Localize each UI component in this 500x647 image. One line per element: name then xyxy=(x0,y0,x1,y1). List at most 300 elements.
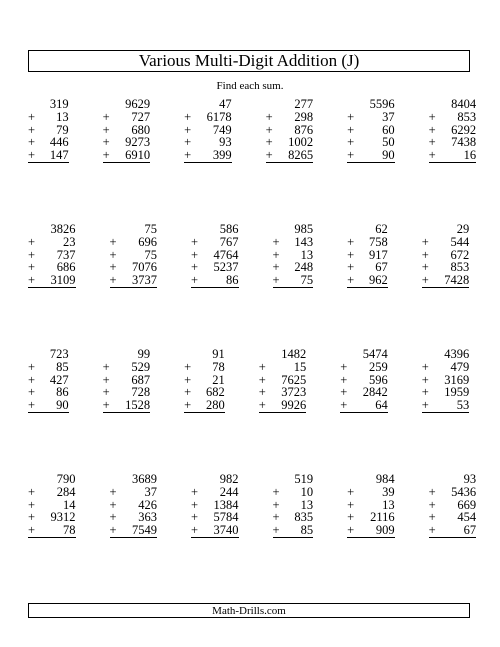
addend-value: 319 xyxy=(49,97,69,111)
addend-first xyxy=(273,473,314,486)
addend-value: 284 xyxy=(56,484,76,499)
addition-problem xyxy=(266,98,348,223)
addition-problem xyxy=(110,223,192,348)
addend-line xyxy=(422,236,470,249)
plus-sign: + xyxy=(421,234,429,249)
addend-value: 3826 xyxy=(50,222,76,236)
addition-problem xyxy=(347,98,429,223)
addend-line xyxy=(347,236,388,249)
plus-sign: + xyxy=(347,484,355,499)
addend-first xyxy=(429,473,477,486)
addition-problem xyxy=(184,348,259,473)
plus-sign: + xyxy=(28,359,36,374)
plus-sign: + xyxy=(428,109,436,124)
plus-sign: + xyxy=(184,372,192,387)
problem-row xyxy=(28,472,477,598)
addend-value: 696 xyxy=(138,234,157,249)
addition-problem xyxy=(340,348,422,473)
addition-problem xyxy=(28,98,103,223)
plus-sign: + xyxy=(265,135,273,150)
addend-line xyxy=(28,524,76,538)
plus-sign: + xyxy=(340,398,348,413)
plus-sign: + xyxy=(428,510,436,525)
problem-stack xyxy=(103,348,151,413)
plus-sign: + xyxy=(28,148,36,163)
addend-value: 75 xyxy=(144,247,157,262)
problem-stack xyxy=(184,348,225,413)
addend-value: 85 xyxy=(56,359,69,374)
addend-value: 4764 xyxy=(213,247,239,262)
addition-problem xyxy=(347,473,429,598)
addend-value: 728 xyxy=(131,385,151,400)
addend-value: 758 xyxy=(369,234,388,249)
addend-value: 93 xyxy=(463,472,477,486)
addend-value: 596 xyxy=(369,372,388,387)
addend-value: 723 xyxy=(49,347,69,361)
addend-value: 2116 xyxy=(370,510,395,525)
addend-line xyxy=(347,149,395,163)
plus-sign: + xyxy=(347,148,355,163)
addend-value: 7625 xyxy=(281,372,307,387)
addend-line xyxy=(191,486,239,499)
plus-sign: + xyxy=(28,247,36,262)
addend-value: 37 xyxy=(144,484,157,499)
addend-value: 90 xyxy=(382,148,395,163)
plus-sign: + xyxy=(191,234,199,249)
problem-stack xyxy=(110,223,158,288)
addend-value: 86 xyxy=(56,385,69,400)
addend-value: 39 xyxy=(382,484,395,499)
addend-value: 427 xyxy=(49,372,69,387)
addend-first xyxy=(103,348,151,361)
addend-first xyxy=(191,223,239,236)
plus-sign: + xyxy=(109,273,117,288)
addition-problem xyxy=(429,473,500,598)
addend-value: 544 xyxy=(450,234,470,249)
problem-row xyxy=(28,223,470,348)
addition-problem xyxy=(103,348,185,473)
footer-box xyxy=(28,603,470,618)
plus-sign: + xyxy=(184,398,192,413)
plus-sign: + xyxy=(421,359,429,374)
addend-line xyxy=(110,486,158,499)
addend-line xyxy=(191,524,239,538)
addend-first xyxy=(110,223,158,236)
plus-sign: + xyxy=(272,523,280,538)
footer-text: Math-Drills.com xyxy=(212,604,286,617)
addend-line xyxy=(273,236,314,249)
plus-sign: + xyxy=(28,273,36,288)
addend-first xyxy=(28,473,76,486)
addend-value: 60 xyxy=(382,122,395,137)
addend-value: 298 xyxy=(294,109,314,124)
addend-value: 985 xyxy=(294,222,314,236)
addend-first xyxy=(266,98,314,111)
addend-first xyxy=(110,473,158,486)
addend-value: 277 xyxy=(294,97,314,111)
addend-value: 143 xyxy=(294,234,314,249)
addend-value: 6910 xyxy=(125,148,151,163)
plus-sign: + xyxy=(340,359,348,374)
addition-problem xyxy=(191,223,273,348)
addend-line xyxy=(273,274,314,288)
addend-line xyxy=(422,274,470,288)
addend-value: 672 xyxy=(450,247,470,262)
addend-value: 13 xyxy=(300,247,314,262)
plus-sign: + xyxy=(347,122,355,137)
plus-sign: + xyxy=(265,148,273,163)
addition-problem xyxy=(273,473,348,598)
addend-value: 67 xyxy=(375,260,388,275)
plus-sign: + xyxy=(272,497,280,512)
problem-stack xyxy=(422,223,470,288)
addend-value: 909 xyxy=(375,523,395,538)
plus-sign: + xyxy=(191,247,199,262)
addend-line xyxy=(340,361,388,374)
plus-sign: + xyxy=(347,260,355,275)
plus-sign: + xyxy=(109,523,117,538)
plus-sign: + xyxy=(421,260,429,275)
addend-value: 85 xyxy=(300,523,314,538)
addition-problem xyxy=(422,223,500,348)
addend-value: 962 xyxy=(369,273,388,288)
plus-sign: + xyxy=(347,247,355,262)
addition-problem xyxy=(184,98,266,223)
addend-line xyxy=(110,274,158,288)
problem-stack xyxy=(273,473,314,538)
plus-sign: + xyxy=(109,497,117,512)
plus-sign: + xyxy=(28,234,36,249)
problem-stack xyxy=(347,473,395,538)
plus-sign: + xyxy=(184,385,192,400)
plus-sign: + xyxy=(109,484,117,499)
plus-sign: + xyxy=(265,109,273,124)
addend-value: 67 xyxy=(463,523,477,538)
worksheet-title-box xyxy=(28,50,470,72)
addend-value: 14 xyxy=(63,497,76,512)
addend-line xyxy=(110,524,158,538)
addend-value: 75 xyxy=(300,273,314,288)
addend-value: 519 xyxy=(294,472,314,486)
addend-value: 13 xyxy=(56,109,69,124)
plus-sign: + xyxy=(340,372,348,387)
plus-sign: + xyxy=(28,398,36,413)
problem-stack xyxy=(28,98,69,163)
plus-sign: + xyxy=(272,234,280,249)
plus-sign: + xyxy=(421,398,429,413)
addend-line xyxy=(347,274,388,288)
addend-value: 363 xyxy=(138,510,157,525)
addend-value: 9273 xyxy=(125,135,151,150)
addition-problem xyxy=(422,348,500,473)
problem-stack xyxy=(28,473,76,538)
addend-value: 8404 xyxy=(451,97,477,111)
addend-value: 3723 xyxy=(281,385,307,400)
problem-stack xyxy=(422,348,470,413)
addend-value: 2842 xyxy=(362,385,388,400)
addend-value: 147 xyxy=(49,148,69,163)
addend-value: 682 xyxy=(206,385,225,400)
plus-sign: + xyxy=(184,109,192,124)
plus-sign: + xyxy=(428,497,436,512)
plus-sign: + xyxy=(109,234,117,249)
addend-value: 75 xyxy=(144,222,157,236)
addend-line xyxy=(103,399,151,413)
addend-value: 7438 xyxy=(451,135,477,150)
addend-value: 7428 xyxy=(444,273,470,288)
addend-value: 9629 xyxy=(125,97,151,111)
addend-line xyxy=(429,149,477,163)
plus-sign: + xyxy=(109,260,117,275)
addend-value: 244 xyxy=(219,484,239,499)
plus-sign: + xyxy=(28,109,36,124)
addend-value: 479 xyxy=(450,359,470,374)
addend-value: 767 xyxy=(219,234,239,249)
addend-value: 86 xyxy=(226,273,239,288)
addend-line xyxy=(184,361,225,374)
addend-first xyxy=(273,223,314,236)
addend-first xyxy=(28,348,69,361)
plus-sign: + xyxy=(428,484,436,499)
addend-first xyxy=(340,348,388,361)
addend-value: 669 xyxy=(457,497,477,512)
plus-sign: + xyxy=(428,122,436,137)
addend-value: 7549 xyxy=(132,523,157,538)
addend-value: 835 xyxy=(294,510,314,525)
addend-first xyxy=(28,98,69,111)
problems-grid xyxy=(28,97,477,598)
addend-value: 529 xyxy=(131,359,151,374)
plus-sign: + xyxy=(265,122,273,137)
problem-stack xyxy=(429,473,477,538)
addend-value: 3169 xyxy=(444,372,470,387)
addend-value: 6292 xyxy=(451,122,477,137)
plus-sign: + xyxy=(258,372,266,387)
plus-sign: + xyxy=(191,273,199,288)
addend-first xyxy=(28,223,76,236)
plus-sign: + xyxy=(272,260,280,275)
addend-line xyxy=(184,111,232,124)
plus-sign: + xyxy=(28,122,36,137)
plus-sign: + xyxy=(428,523,436,538)
addend-line xyxy=(184,399,225,413)
plus-sign: + xyxy=(347,510,355,525)
problem-stack xyxy=(28,223,76,288)
addend-value: 50 xyxy=(382,135,395,150)
addend-line xyxy=(429,486,477,499)
addend-value: 446 xyxy=(49,135,69,150)
addend-value: 64 xyxy=(375,398,388,413)
addend-value: 90 xyxy=(56,398,69,413)
addition-problem xyxy=(429,98,500,223)
plus-sign: + xyxy=(421,273,429,288)
addend-line xyxy=(110,236,158,249)
addend-line xyxy=(184,149,232,163)
addend-value: 47 xyxy=(219,97,232,111)
addend-value: 686 xyxy=(56,260,76,275)
plus-sign: + xyxy=(421,385,429,400)
problem-stack xyxy=(340,348,388,413)
addend-value: 1002 xyxy=(288,135,314,150)
plus-sign: + xyxy=(109,247,117,262)
addend-value: 3737 xyxy=(132,273,157,288)
addend-first xyxy=(184,98,232,111)
addend-value: 5474 xyxy=(362,347,388,361)
addend-first xyxy=(191,473,239,486)
plus-sign: + xyxy=(28,510,36,525)
addition-problem xyxy=(110,473,192,598)
addend-value: 687 xyxy=(131,372,151,387)
addend-first xyxy=(347,223,388,236)
addend-value: 5436 xyxy=(451,484,477,499)
plus-sign: + xyxy=(258,385,266,400)
plus-sign: + xyxy=(184,135,192,150)
addend-value: 984 xyxy=(375,472,395,486)
plus-sign: + xyxy=(28,523,36,538)
addend-line xyxy=(103,361,151,374)
addend-value: 454 xyxy=(457,510,477,525)
addend-line xyxy=(103,111,151,124)
addend-first xyxy=(347,473,395,486)
plus-sign: + xyxy=(102,359,110,374)
plus-sign: + xyxy=(184,122,192,137)
problem-stack xyxy=(110,473,158,538)
addend-first xyxy=(259,348,307,361)
addend-line xyxy=(191,236,239,249)
addend-line xyxy=(266,111,314,124)
addend-value: 790 xyxy=(56,472,76,486)
addend-value: 248 xyxy=(294,260,314,275)
addend-value: 9926 xyxy=(281,398,307,413)
plus-sign: + xyxy=(102,109,110,124)
addition-problem xyxy=(28,348,103,473)
addend-value: 16 xyxy=(463,148,477,163)
addend-value: 680 xyxy=(131,122,151,137)
plus-sign: + xyxy=(272,510,280,525)
plus-sign: + xyxy=(347,523,355,538)
addend-value: 1384 xyxy=(213,497,239,512)
addend-line xyxy=(422,399,470,413)
addend-line xyxy=(28,236,76,249)
addend-line xyxy=(28,149,69,163)
plus-sign: + xyxy=(28,385,36,400)
addend-value: 5784 xyxy=(213,510,239,525)
plus-sign: + xyxy=(28,135,36,150)
addend-value: 1528 xyxy=(125,398,151,413)
instructions: Find each sum. xyxy=(216,80,284,92)
problem-stack xyxy=(184,98,232,163)
addend-value: 917 xyxy=(369,247,388,262)
addend-line xyxy=(28,361,69,374)
problem-stack xyxy=(103,98,151,163)
plus-sign: + xyxy=(347,273,355,288)
addend-value: 15 xyxy=(293,359,307,374)
addend-value: 737 xyxy=(56,247,76,262)
plus-sign: + xyxy=(184,148,192,163)
problem-stack xyxy=(347,223,388,288)
addend-line xyxy=(28,486,76,499)
addend-line xyxy=(347,524,395,538)
plus-sign: + xyxy=(28,260,36,275)
plus-sign: + xyxy=(102,148,110,163)
addend-value: 13 xyxy=(300,497,314,512)
addition-problem xyxy=(103,98,185,223)
plus-sign: + xyxy=(28,484,36,499)
plus-sign: + xyxy=(102,122,110,137)
addend-line xyxy=(273,486,314,499)
plus-sign: + xyxy=(272,273,280,288)
addend-value: 10 xyxy=(300,484,314,499)
plus-sign: + xyxy=(102,135,110,150)
addend-value: 586 xyxy=(219,222,239,236)
addend-line xyxy=(347,111,395,124)
addend-line xyxy=(347,486,395,499)
addend-value: 3740 xyxy=(213,523,239,538)
addend-value: 23 xyxy=(63,234,76,249)
addend-value: 6178 xyxy=(206,109,232,124)
addend-value: 280 xyxy=(206,398,225,413)
addition-problem xyxy=(273,223,348,348)
plus-sign: + xyxy=(347,234,355,249)
addend-line xyxy=(103,149,151,163)
addend-first xyxy=(103,98,151,111)
plus-sign: + xyxy=(102,372,110,387)
addend-line xyxy=(429,111,477,124)
problem-row xyxy=(28,97,477,223)
addition-problem xyxy=(191,473,273,598)
addition-problem xyxy=(28,223,110,348)
plus-sign: + xyxy=(347,109,355,124)
addend-value: 426 xyxy=(138,497,157,512)
plus-sign: + xyxy=(258,359,266,374)
addend-value: 9312 xyxy=(50,510,76,525)
addend-line xyxy=(28,274,76,288)
problem-stack xyxy=(266,98,314,163)
addend-value: 37 xyxy=(382,109,395,124)
plus-sign: + xyxy=(191,497,199,512)
addend-line xyxy=(28,399,69,413)
problem-stack xyxy=(347,98,395,163)
addend-value: 399 xyxy=(212,148,232,163)
addend-value: 5237 xyxy=(213,260,239,275)
addend-value: 853 xyxy=(457,109,477,124)
addend-value: 7076 xyxy=(132,260,157,275)
addend-line xyxy=(273,524,314,538)
plus-sign: + xyxy=(421,247,429,262)
plus-sign: + xyxy=(184,359,192,374)
addend-value: 4396 xyxy=(444,347,470,361)
addend-line xyxy=(340,399,388,413)
plus-sign: + xyxy=(102,398,110,413)
addend-value: 93 xyxy=(219,135,232,150)
plus-sign: + xyxy=(191,484,199,499)
addend-line xyxy=(191,274,239,288)
addend-line xyxy=(266,149,314,163)
addend-value: 91 xyxy=(212,347,225,361)
plus-sign: + xyxy=(428,148,436,163)
addend-value: 727 xyxy=(131,109,151,124)
addend-first xyxy=(422,223,470,236)
addend-value: 876 xyxy=(294,122,314,137)
addend-first xyxy=(347,98,395,111)
addend-value: 53 xyxy=(456,398,470,413)
addition-problem xyxy=(347,223,422,348)
addend-value: 79 xyxy=(56,122,69,137)
plus-sign: + xyxy=(258,398,266,413)
plus-sign: + xyxy=(28,497,36,512)
addend-value: 8265 xyxy=(288,148,314,163)
problem-stack xyxy=(28,348,69,413)
